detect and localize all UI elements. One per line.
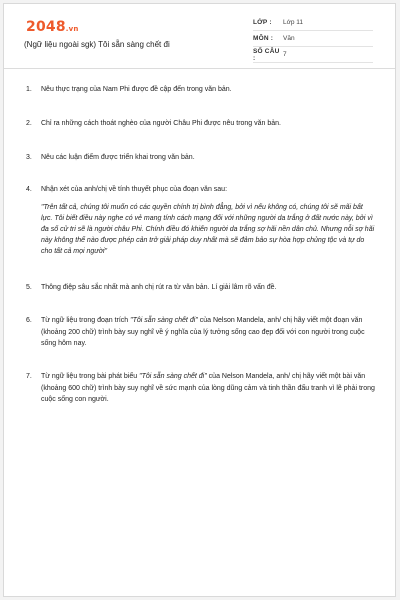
meta-label-class: LỚP : — [253, 19, 272, 26]
document-page — [3, 3, 396, 597]
question-item-7 — [26, 371, 376, 406]
meta-label-question-count: SỐ CÂU : — [253, 47, 280, 62]
question-text-part: của Nelson Mandela, anh/ chị hãy viết một bài văn (khoảng 600 chữ) trình bày suy nghĩ về sức mạnh của lòng dũng cảm và tinh thần đấu tranh vì lẽ phải trong cuộc sống con người. — [41, 373, 375, 403]
meta-value-class: Lớp 11 — [283, 19, 304, 26]
question-number: 7. — [26, 373, 32, 380]
document-header — [4, 4, 395, 69]
question-text: Nêu các luận điểm được triển khai trong văn bản. — [41, 154, 195, 161]
question-text: Nêu thực trạng của Nam Phi được đề cập đến trong văn bản. — [41, 86, 232, 93]
meta-row-question-count — [253, 47, 373, 63]
question-item-4 — [26, 184, 376, 257]
quoted-passage: "Trên tất cả, chúng tôi muốn có các quyền chính trị bình đẳng, bởi vì nếu không có, chúng tôi sẽ mãi bất lực. Tôi biết điều này nghe có vẻ mang tính cách mạng đối với những người da trắng ở đất nước này, bởi vì đa số cử tri sẽ là người châu Phi. Chính điều đó khiến người da trắng sợ hãi nền dân chủ. Nhưng nỗi sợ hãi này không thể nào được phép cản trở giải pháp duy nhất mà sẽ đảm bảo sự hòa hợp chủng tộc và tự do cho tất cả mọi người" — [41, 203, 375, 255]
meta-label-subject: MÔN : — [253, 35, 274, 42]
question-number: 3. — [26, 154, 32, 161]
question-number: 4. — [26, 186, 32, 193]
quoted-title: "Tôi sẵn sàng chết đi" — [139, 373, 207, 380]
meta-row-class — [253, 15, 373, 31]
question-number: 6. — [26, 317, 32, 324]
question-text: Nhận xét của anh/chị về tính thuyết phục của đoạn văn sau: — [41, 186, 228, 193]
question-text-part: Từ ngữ liệu trong đoạn trích — [41, 317, 131, 324]
question-text-part: của Nelson Mandela, anh/ chị hãy viết một đoạn văn (khoảng 200 chữ) trình bày suy nghĩ về ý nghĩa của lý tưởng sống cao đẹp đối với con người trong cuộc sống hôm nay. — [41, 317, 365, 347]
site-logo[interactable] — [26, 19, 79, 35]
question-item-1 — [26, 84, 376, 96]
logo-text: 2048 — [26, 19, 66, 35]
question-text — [41, 371, 376, 406]
meta-value-question-count: 7 — [283, 51, 287, 58]
question-number: 1. — [26, 86, 32, 93]
question-text-part: Từ ngữ liệu trong bài phát biểu — [41, 373, 140, 380]
question-item-2 — [26, 118, 376, 130]
question-text — [41, 315, 376, 350]
question-item-5 — [26, 282, 376, 294]
question-text: Chỉ ra những cách thoát nghèo của người Châu Phi được nêu trong văn bản. — [41, 120, 282, 127]
question-number: 5. — [26, 284, 32, 291]
quoted-title: "Tôi sẵn sàng chết đi" — [130, 317, 198, 324]
meta-info-table — [253, 15, 373, 63]
document-title: (Ngữ liệu ngoài sgk) Tôi sẵn sàng chết đi — [24, 40, 170, 49]
logo-domain: .vn — [65, 25, 79, 33]
question-text: Thông điệp sâu sắc nhất mà anh chị rút ra từ văn bản. Lí giải lâm rõ vấn đề. — [41, 284, 277, 291]
meta-value-subject: Văn — [283, 35, 295, 42]
question-number: 2. — [26, 120, 32, 127]
question-item-6 — [26, 315, 376, 350]
question-item-3 — [26, 152, 376, 164]
meta-row-subject — [253, 31, 373, 47]
